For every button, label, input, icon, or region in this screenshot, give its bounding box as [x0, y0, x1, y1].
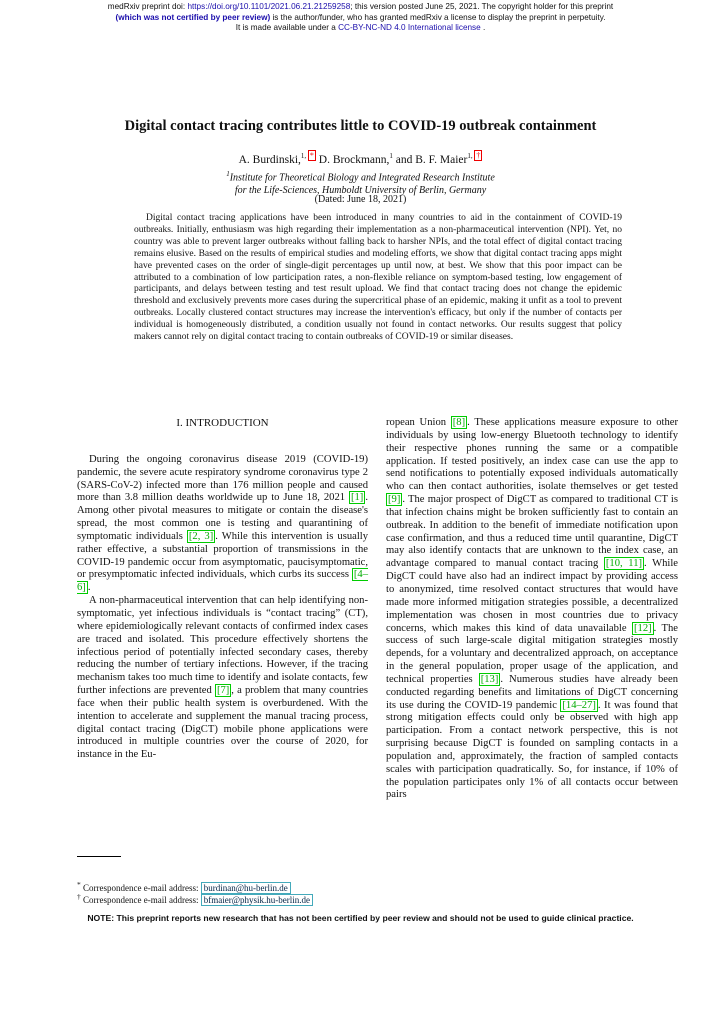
paper-title: Digital contact tracing contributes little to COVID-19 outbreak containment [124, 118, 597, 134]
citation-link[interactable]: [13] [480, 673, 499, 685]
email-link[interactable]: bfmaier@physik.hu-berlin.de [201, 894, 313, 906]
citation-link[interactable]: [8] [452, 417, 466, 428]
footnote-divider [77, 856, 121, 857]
citation-link[interactable]: [7] [216, 685, 230, 697]
section-heading: I. INTRODUCTION [176, 417, 269, 429]
corresponding-mark-link[interactable]: * [309, 151, 314, 160]
preprint-note: NOTE: This preprint reports new research that has not been certified by peer review and should not be used to guide clinical practice. [87, 913, 634, 923]
citation-link[interactable]: [4–6] [77, 569, 368, 594]
footnote-2: † Correspondence e-mail address: bfmaier@physik.hu-berlin.de [77, 891, 313, 906]
dagger-mark-link[interactable]: † [476, 151, 481, 160]
citation-link[interactable]: [9] [388, 494, 401, 506]
citation-link[interactable]: [14–27] [562, 699, 596, 711]
license-link[interactable]: CC-BY-NC-ND 4.0 International license [338, 23, 481, 33]
date-line: (Dated: June 18, 2021) [314, 194, 407, 205]
citation-link[interactable]: [10, 11] [605, 558, 643, 570]
paragraph: During the ongoing coronavirus disease 2019 (COVID-19) pandemic, the severe acute respiratory syndrome coronavirus type 2 (SARS-CoV-2) infected more than 176 million people and caused more than 3.8 million deaths worldwide up to June 18, 2021 [1] . Among other pivotal measures to mitigate or contain the disease's spread, the most common one is testing and quarantining of symptomatic individuals [2, 3] . While this intervention is usually rather effective, a substantial proportion of transmissions in the COVID-19 pandemic occur from asymptomatic, paucisymptomatic, or presymptomatic infected individuals, which curbs its success [4–6] . [77, 453, 369, 594]
paragraph: A non-pharmaceutical intervention that can help identifying non-symptomatic, yet infectious individuals is “contact tracing” (CT), where epidemiologically relevant contacts of confirmed index cases are traced and isolated. This procedure effectively shortens the infectious period of potentially infected secondary cases, thereby reducing the number of tertiary infections. However, if the tracing mechanism takes too much time to identify and isolate contacts, few further infections are prevented [7] , a problem that many countries face when their public health system is overburdened. With the intention to accelerate and supplement the manual tracing process, digital contact tracing (DigCT) mobile phone applications were introduced in multiple countries over the course of 2020, for instance in the Eu- [77, 595, 368, 761]
paragraph: ropean Union [8] . These applications measure exposure to other individuals by using low-energy Bluetooth technology to identify their respective phones running the same or a compatible application. If tested positively, an index case can use the app to send notifications to potentially exposed individuals automatically who can then contact authorities, isolate themselves or get tested [9] . The major prospect of DigCT as compared to traditional CT is that infection chains might be broken sufficiently fast to contain an outbreak. In addition to the benefit of immediate notification upon case confirmation, and thus a reduced time until quarantine, DigCT may also identify contacts that are unknown to the index case, an advantage compared to manual contact tracing [10, 11] . While DigCT could have also had an indirect impact by providing access to anonymized, time resolved contact structures that would have made more informed mitigation strategies possible, a decentralized implementation was chosen in most countries due to privacy concerns, which makes this kind of data unavailable [12] . The success of such large-scale digital mitigation strategies mostly depends, for a voluntary and decentralized approach, on acceptance in the general population, proper usage of the application, and technical properties [13] . Numerous studies have already been conducted regarding benefits and limitations of DigCT concerning its use during the COVID-19 pandemic [14–27] . It was found that strong mitigation effects could only be observed with high app participation. From a contact network perspective, this is not surprising because DigCT is founded on sampling contacts in a population and, approximately, the fraction of sampled contacts scales with participation quadratically. So, for instance, if 10% of the population participates only 1% of all contacts occur between pairs [386, 417, 679, 801]
citation-link[interactable]: [1] [350, 492, 364, 504]
abstract: Digital contact tracing applications have been introduced in many countries to aid in the containment of COVID-19 outbreaks. Initially, enthusiasm was high regarding their implementation as a non-pharmaceutical intervention (NPI). Yet, no country was able to prevent larger outbreaks without falling back to harsher NPIs, and the total effect of digital contact tracing remains elusive. Based on the results of empirical studies and modeling efforts, we show that digital contact tracing apps might have prevented cases on the order of single-digit percentages up until now, at best. We show that this poor impact can be attributed to a combination of low participation rates, a non-flexible reliance on symptom-based testing, low engagement of participants, and delays between testing and test result upload. We find that contact tracing does not change the epidemic threshold and exclusively prevents more cases during the supercritical phase of an epidemic, making it unfit as a tool to prevent outbreaks. Locally clustered contact structures may increase the intervention's efficacy, but only if the number of contacts per individual is homogeneously distributed, a condition usually not found in contact networks. Our results suggest that policy makers cannot rely on digital contact tracing to contain outbreaks of COVID-19 or similar diseases. [134, 213, 622, 343]
header-line-2: (which was not certified by peer review) is the author/funder, who has granted medRxiv a license to display the preprint in perpetuity. [115, 12, 606, 22]
footnote-1: * Correspondence e-mail address: burdinan@hu-berlin.de [77, 879, 291, 894]
citation-link[interactable]: [12] [634, 622, 652, 634]
header-line-3: It is made available under a CC-BY-NC-ND 4.0 International license . [235, 23, 486, 33]
right-column [386, 417, 678, 802]
doi-link[interactable]: https://doi.org/10.1101/2021.06.21.21259258 [187, 2, 351, 11]
affiliation: $^1$Institute for Theoretical Biology and Integrated Research Institute for the Life-Sciences, Humboldt University of Berlin, Germany [226, 170, 495, 196]
author-list: A. Burdinski,$^{1,}$ * D. Brockmann,$^1$ and B. F. Maier$^{1,}$ † [238, 151, 481, 166]
left-column [77, 417, 368, 762]
header-line-1: medRxiv preprint doi: https://doi.org/10.1101/2021.06.21.21259258; this version posted June 25, 2021. The copyright holder for this preprint [107, 2, 614, 11]
preprint-header [0, 2, 721, 34]
citation-link[interactable]: [2, 3] [188, 530, 214, 542]
email-link[interactable]: burdinan@hu-berlin.de [201, 882, 291, 894]
